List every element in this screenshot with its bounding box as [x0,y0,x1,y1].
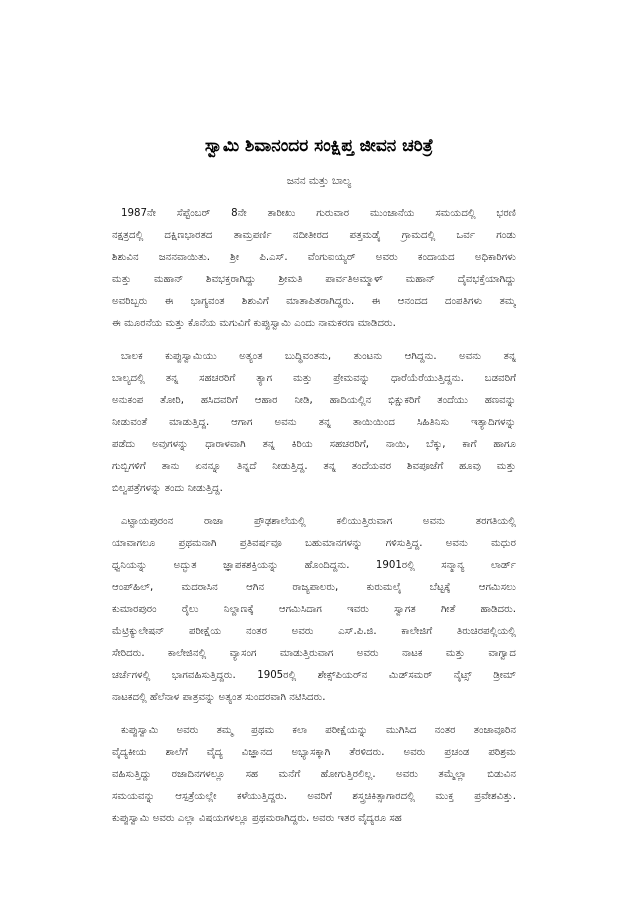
paragraph [112,511,516,709]
text-line: ಅವರಿಬ್ಬರು ಈ ಭಾಗ್ಯವಂತ ಶಿಶುವಿಗೆ ಮಾತಾಪಿತರಾಗಿದ್ದರು. ಈ ಆನಂದದ ದಂಪತಿಗಳು ತಮ್ಮ [112,296,516,307]
text-line: ವೈದ್ಯಕೀಯ ಶಾಲೆಗೆ ವೈದ್ಯ ವಿಜ್ಞಾನದ ಅಭ್ಯಾಸಕ್ಕಾಗಿ ತೆರಳಿದರು. ಅವರು ಪ್ರಚಂಡ ಪರಿಶ್ರಮ [112,747,516,758]
text-line: ಸಮಯವನ್ನು ಆಸ್ಪತ್ರೆಯಲ್ಲೇ ಕಳೆಯುತ್ತಿದ್ದರು. ಅವರಿಗೆ ಶಸ್ತ್ರಚಿಕಿತ್ಸಾಗಾರದಲ್ಲಿ ಮುಕ್ತ ಪ್ರವೇಶವಿತ್ತು. [112,791,516,802]
text-line: ಸೇರಿದರು. ಕಾಲೇಜಿನಲ್ಲಿ ವ್ಯಾಸಂಗ ಮಾಡುತ್ತಿರುವಾಗ ಅವರು ನಾಟಕ ಮತ್ತು ವಾಗ್ವಾದ [112,648,516,659]
text-line: ಕುಪ್ಪುಸ್ವಾಮಿ ಅವರು ಎಲ್ಲಾ ವಿಷಯಗಳಲ್ಲೂ ಪ್ರಥಮರಾಗಿದ್ದರು. ಅವರು ಇತರ ವೈದ್ಯರೂ ಸಹ [112,813,402,824]
paragraph [112,346,516,500]
text-line: ಮತ್ತು ಮಹಾನ್ ಶಿವಭಕ್ತರಾಗಿದ್ದು ಶ್ರೀಮತಿ ಪಾರ್ವತಿಅಮ್ಮಾಳ್ ಮಹಾನ್ ದೈವಭಕ್ತೆಯಾಗಿದ್ದು [112,274,516,285]
document-title: ಸ್ವಾಮಿ ಶಿವಾನಂದರ ಸಂಕ್ಷಿಪ್ತ ಜೀವನ ಚರಿತ್ರೆ [204,136,434,156]
text-line: ಶಿಶುವಿನ ಜನನವಾಯಿತು. ಶ್ರೀ ಪಿ.ಎಸ್. ವೆಂಗುಐಯ್ಯರ್ ಅವರು ಕಂದಾಯದ ಅಧಿಕಾರಿಗಳು [112,252,516,263]
text-line: ಮೆಟ್ರಿಕ್ಯುಲೇಷನ್ ಪರೀಕ್ಷೆಯ ನಂತರ ಅವರು ಎಸ್.ಪಿ.ಜಿ. ಕಾಲೇಜಿಗೆ ತಿರುಚಿರಪಲ್ಲಿಯಲ್ಲಿ [112,626,516,637]
text-line: ಅನುಕಂಪ ತೋರಿ, ಹಸಿದವರಿಗೆ ಆಹಾರ ನೀಡಿ, ಹಾದಿಯಲ್ಲಿನ ಭಿಕ್ಷುಕರಿಗೆ ತಂದೆಯು ಹಣವನ್ನು [112,395,516,406]
text-line: ಆಂಪ್‌ಹಿಲ್, ಮದರಾಸಿನ ಆಗಿನ ರಾಜ್ಯಪಾಲರು, ಕುರುಮಲೈ ಬೆಟ್ಟಕ್ಕೆ ಆಗಮಿಸಲು [112,582,516,593]
text-line: ನಾಟಕದಲ್ಲಿ ಹೆಲೆನಾಳ ಪಾತ್ರವನ್ನು ಅತ್ಯಂತ ಸುಂದರವಾಗಿ ನಟಿಸಿದರು. [112,692,326,703]
text-line: ಗುಬ್ಬಿಗಳಿಗೆ ತಾನು ಏನನ್ನೂ ತಿನ್ನದೆ ನೀಡುತ್ತಿದ್ದ. ತನ್ನ ತಂದೆಯವರ ಶಿವಪೂಜೆಗೆ ಹೂವು ಮತ್ತು [112,461,516,472]
text-line: ಕುಮಾರಪುರಂ ರೈಲು ನಿಲ್ದಾಣಕ್ಕೆ ಆಗಮಿಸಿದಾಗ ಇವರು ಸ್ವಾಗತ ಗೀತೆ ಹಾಡಿದರು. [112,604,516,615]
text-line: ಬಾಲಕ ಕುಪ್ಪುಸ್ವಾಮಿಯು ಅತ್ಯಂತ ಬುದ್ಧಿವಂತನು, ತುಂಟನು ಆಗಿದ್ದನು. ಅವನು ತನ್ನ [121,351,516,362]
body-text [112,203,516,841]
text-line: ವಹಿಸುತ್ತಿದ್ದು ರಜಾದಿನಗಳಲ್ಲೂ ಸಹ ಮನೆಗೆ ಹೋಗುತ್ತಿರಲಿಲ್ಲ. ಅವರು ತಮ್ಮೆಲ್ಲಾ ಬಿಡುವಿನ [112,769,516,780]
text-line: ಪಡೆದು ಅವುಗಳನ್ನು ಧಾರಾಳವಾಗಿ ತನ್ನ ಕಿರಿಯ ಸಹಚರರಿಗೆ, ನಾಯಿ, ಬೆಕ್ಕು, ಕಾಗೆ ಹಾಗೂ [112,439,516,450]
text-line: ಈ ಮೂರನೆಯ ಮತ್ತು ಕೊನೆಯ ಮಗುವಿಗೆ ಕುಪ್ಪುಸ್ವಾಮಿ ಎಂದು ನಾಮಕರಣ ಮಾಡಿದರು. [112,318,396,329]
text-line: ನಕ್ಷತ್ರದಲ್ಲಿ ದಕ್ಷಿಣಭಾರತದ ತಾಮ್ರಪರ್ಣಿ ನದೀತೀರದ ಪತ್ತಮಡೈ ಗ್ರಾಮದಲ್ಲಿ ಒರ್ವ ಗಂಡು [112,230,516,241]
paragraph [112,203,516,335]
section-subtitle: ಜನನ ಮತ್ತು ಬಾಲ್ಯ [286,175,352,187]
text-line: ಬಿಲ್ವಪತ್ರೆಗಳನ್ನು ತಂದು ನೀಡುತ್ತಿದ್ದ. [112,483,223,494]
text-line: ಯಾವಾಗಲೂ ಪ್ರಥಮನಾಗಿ ಪ್ರತಿವರ್ಷವೂ ಬಹುಮಾನಗಳನ್ನು ಗಳಿಸುತ್ತಿದ್ದ. ಅವನು ಮಧುರ [112,538,516,549]
text-line: ಚರ್ಚೆಗಳಲ್ಲಿ ಭಾಗವಹಿಸುತ್ತಿದ್ದರು. 1905ರಲ್ಲಿ ಶೇಕ್ಸ್‌ಪಿಯರ್‌ನ ಮಿಡ್‌ಸಮರ್ ನೈಟ್ಸ್ ಡ್ರೀಮ್ [112,670,516,681]
text-line: ನೀಡುವಂತೆ ಮಾಡುತ್ತಿದ್ದ. ಆಗಾಗ ಅವನು ತನ್ನ ತಾಯಿಯಿಂದ ಸಿಹಿತಿನಿಸು ಇತ್ಯಾದಿಗಳನ್ನು [112,417,516,428]
text-line: ಕುಪ್ಪುಸ್ವಾಮಿ ಅವರು ತಮ್ಮ ಪ್ರಥಮ ಕಲಾ ಪರೀಕ್ಷೆಯನ್ನು ಮುಗಿಸಿದ ನಂತರ ತಂಜಾವೂರಿನ [121,725,516,736]
text-line: 1987ನೇ ಸೆಪ್ಟೆಂಬರ್ 8ನೇ ತಾರೀಖು ಗುರುವಾರ ಮುಂಜಾನೆಯ ಸಮಯದಲ್ಲಿ ಭರಣಿ [121,208,516,219]
text-line: ಎಟ್ಟಾಯಪುರಂನ ರಾಜಾ ಪ್ರೌಢಶಾಲೆಯಲ್ಲಿ ಕಲಿಯುತ್ತಿರುವಾಗ ಅವನು ತರಗತಿಯಲ್ಲಿ [121,516,516,527]
text-line: ಬಾಲ್ಯದಲ್ಲಿ ತನ್ನ ಸಹಚರರಿಗೆ ತ್ಯಾಗ ಮತ್ತು ಪ್ರೇಮವನ್ನು ಧಾರೆಯೆರೆಯುತ್ತಿದ್ದನು. ಬಡವರಿಗೆ [112,373,516,384]
text-line: ಧ್ವನಿಯನ್ನು ಅದ್ಭುತ ಜ್ಞಾಪಕಶಕ್ತಿಯನ್ನು ಹೊಂದಿದ್ದನು. 1901ರಲ್ಲಿ ಸನ್ಮಾನ್ಯ ಲಾರ್ಡ್ [112,560,516,571]
paragraph [112,720,516,830]
